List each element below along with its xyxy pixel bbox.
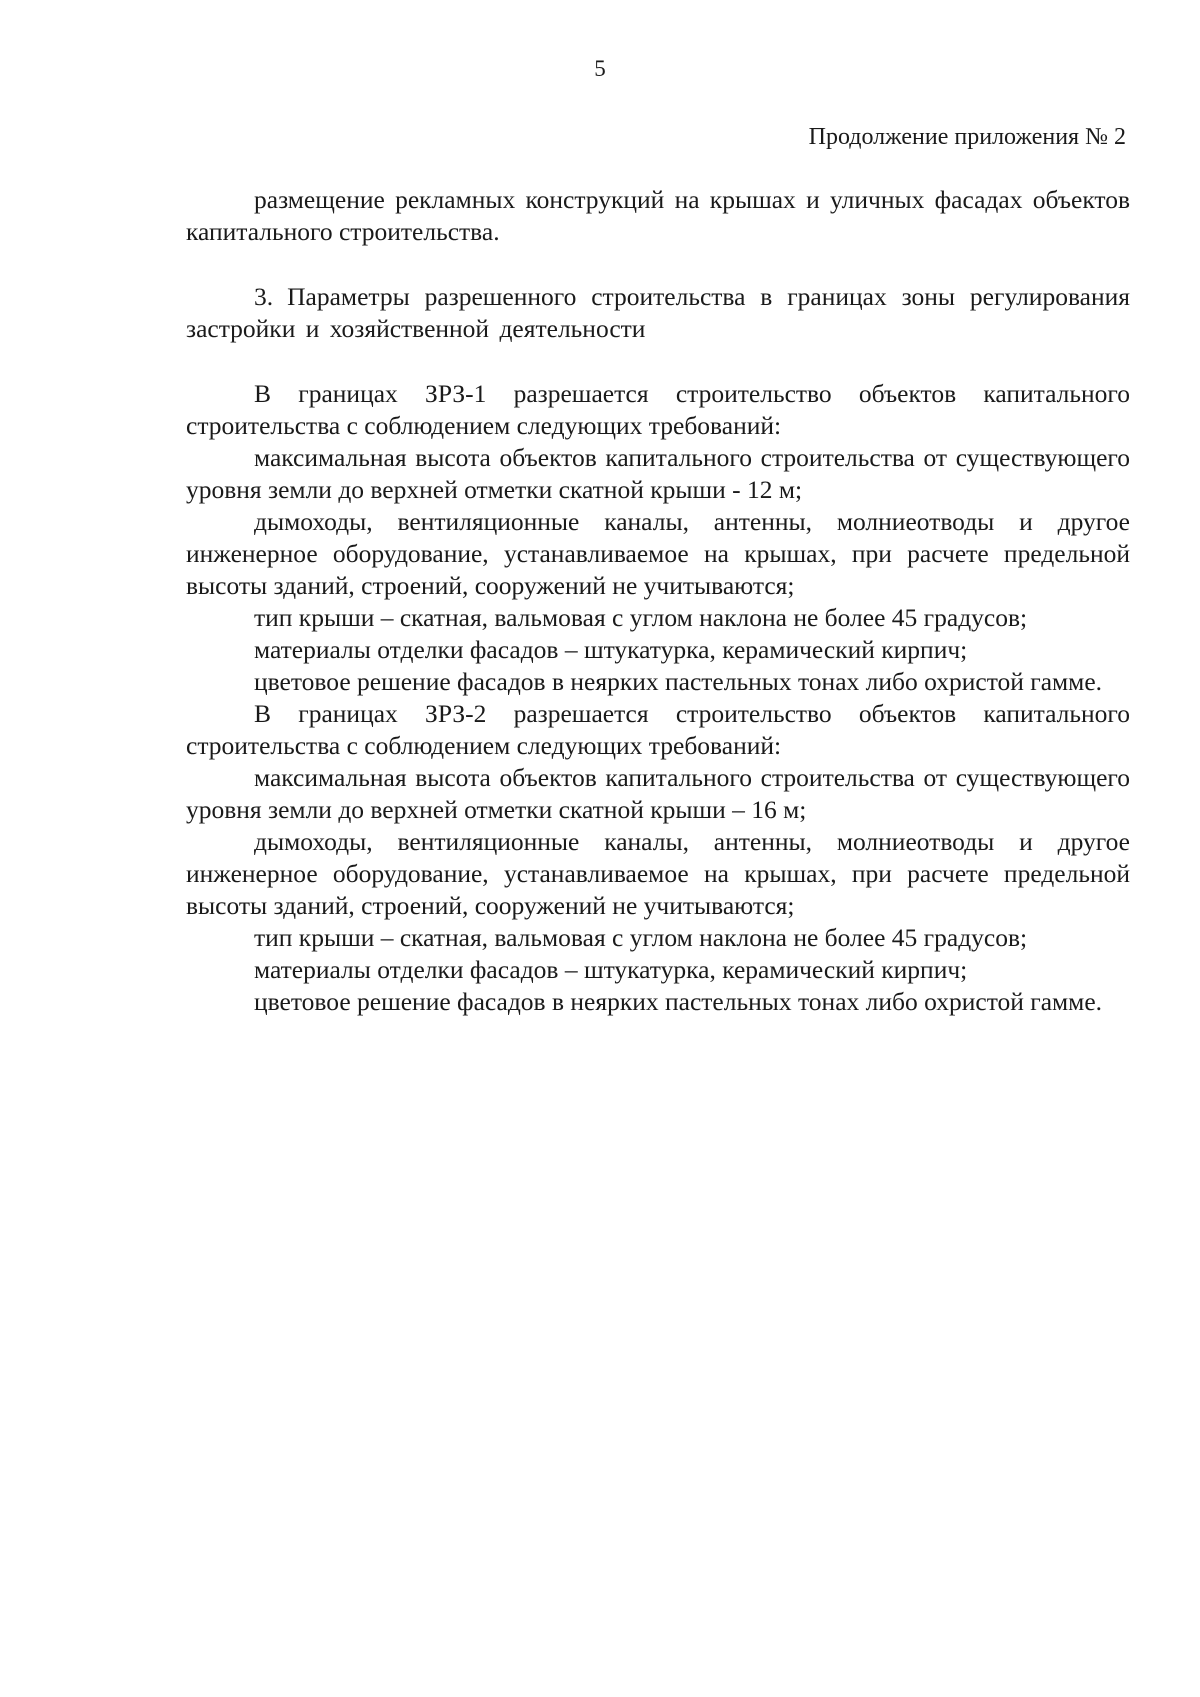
paragraph-zrz1-materials: материалы отделки фасадов – штукатурка, керамический кирпич; — [254, 635, 968, 664]
paragraph-zrz2-intro: В границах ЗРЗ-2 разрешается строительство объектов капитального строительства с соблюдением следующих требований: — [186, 699, 1130, 760]
paragraph-zrz2-height: максимальная высота объектов капитального строительства от существующего уровня земли до верхней отметки скатной крыши – 16 м; — [186, 763, 1130, 824]
paragraph-zrz1-equipment: дымоходы, вентиляционные каналы, антенны, молниеотводы и другое инженерное оборудование, устанавливаемое на крышах, при расчете предельной высоты зданий, строений, сооружений не учитываются; — [186, 507, 1130, 600]
page-number: 5 — [594, 56, 606, 81]
paragraph-zrz2-equipment: дымоходы, вентиляционные каналы, антенны, молниеотводы и другое инженерное оборудование, устанавливаемое на крышах, при расчете предельной высоты зданий, строений, сооружений не учитываются; — [186, 827, 1130, 920]
paragraph-zrz1-color: цветовое решение фасадов в неярких пастельных тонах либо охристой гамме. — [254, 667, 1103, 696]
paragraph-zrz1-roof: тип крыши – скатная, вальмовая с углом наклона не более 45 градусов; — [254, 603, 1028, 632]
section-title: Параметры разрешенного строительства в границах зоны регулирования застройки и хозяйственной деятельности — [186, 282, 1130, 343]
paragraph-zrz1-height: максимальная высота объектов капитального строительства от существующего уровня земли до верхней отметки скатной крыши - 12 м; — [186, 443, 1130, 504]
section-number: 3. — [254, 282, 274, 311]
paragraph-zrz2-roof: тип крыши – скатная, вальмовая с углом наклона не более 45 градусов; — [254, 923, 1028, 952]
paragraph-zrz2-color: цветовое решение фасадов в неярких пастельных тонах либо охристой гамме. — [254, 987, 1103, 1016]
paragraph-advertising: размещение рекламных конструкций на крышах и уличных фасадах объектов капитального строительства. — [186, 185, 1130, 246]
appendix-continuation-label: Продолжение приложения № 2 — [808, 124, 1126, 150]
paragraph-zrz1-intro: В границах ЗРЗ-1 разрешается строительство объектов капитального строительства с соблюдением следующих требований: — [186, 379, 1130, 440]
section-heading — [186, 281, 1130, 345]
paragraph-zrz2-materials: материалы отделки фасадов – штукатурка, керамический кирпич; — [254, 955, 968, 984]
document-body — [186, 184, 1130, 1018]
